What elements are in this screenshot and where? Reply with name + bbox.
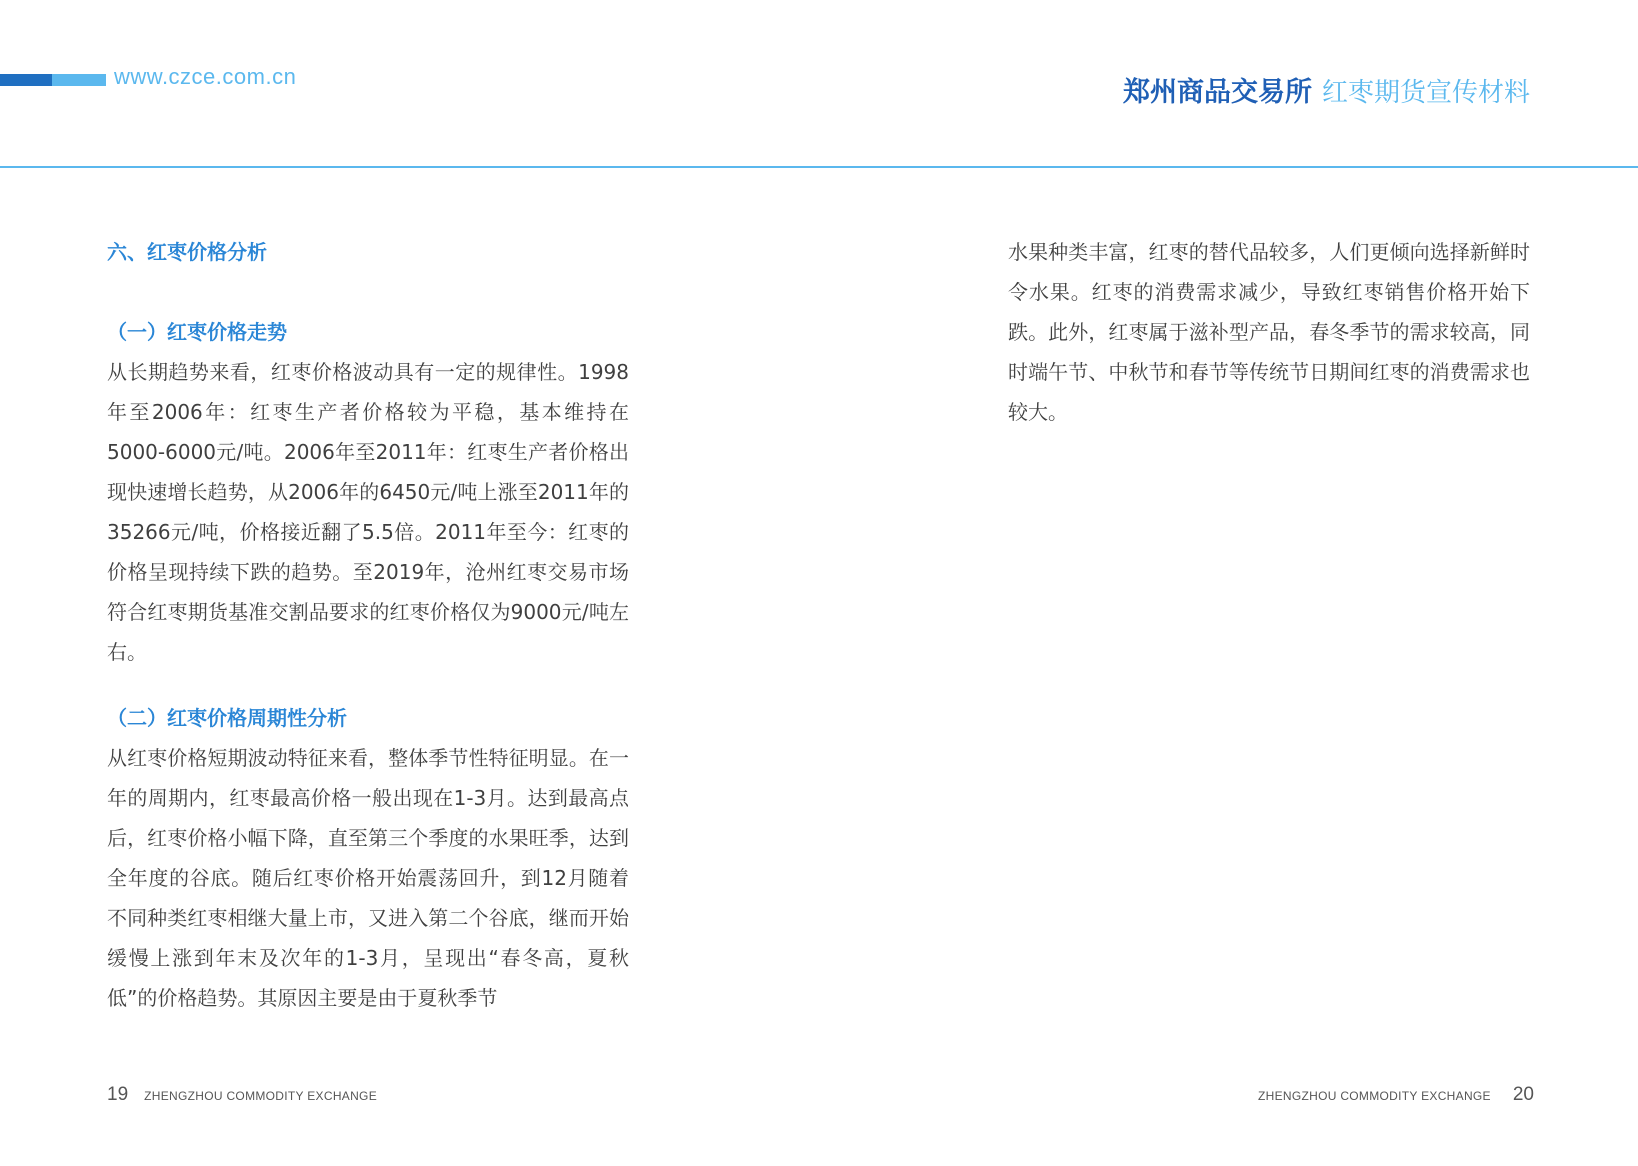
right-column [1008, 232, 1530, 432]
exchange-name: 郑州商品交易所 [1122, 77, 1312, 108]
document-subtitle: 红枣期货宣传材料 [1321, 78, 1530, 108]
footer-right [1258, 1084, 1534, 1106]
paragraph-price-trend: 从长期趋势来看，红枣价格波动具有一定的规律性。1998年至2006年：红枣生产者价格较为平稳，基本维持在5000-6000元/吨。2006年至2011年：红枣生产者价格出现快速增长趋势，从2006年的6450元/吨上涨至2011年的35266元/吨，价格接近翻了5.5倍。2011年至今：红枣的价格呈现持续下跌的趋势。至2019年，沧州红枣交易市场符合红枣期货基准交割品要求的红枣价格仅为9000元/吨左右。 [107, 360, 629, 664]
header-accent-bar-light [52, 74, 106, 86]
header-brand [1123, 70, 1530, 109]
left-column [107, 232, 629, 1018]
paragraph-continued: 水果种类丰富，红枣的替代品较多，人们更倾向选择新鲜时令水果。红枣的消费需求减少，导致红枣销售价格开始下跌。此外，红枣属于滋补型产品，春冬季节的需求较高，同时端午节、中秋节和春节等传统节日期间红枣的消费需求也较大。 [1008, 240, 1530, 424]
subsection-title-cyclical-analysis: （二）红枣价格周期性分析 [107, 706, 347, 730]
subsection-title-price-trend: （一）红枣价格走势 [107, 320, 287, 344]
footer-text-left: ZHENGZHOU COMMODITY EXCHANGE [144, 1089, 377, 1103]
page-number-right: 20 [1512, 1084, 1534, 1105]
header-divider [0, 166, 1638, 168]
paragraph-spacer [107, 672, 629, 698]
footer-left [107, 1084, 377, 1106]
page-number-left: 19 [107, 1084, 129, 1105]
website-link[interactable]: www.czce.com.cn [114, 64, 297, 89]
section-title: 六、红枣价格分析 [107, 240, 267, 264]
header-accent-bar-dark [0, 74, 52, 86]
paragraph-cyclical-analysis: 从红枣价格短期波动特征来看，整体季节性特征明显。在一年的周期内，红枣最高价格一般出现在1-3月。达到最高点后，红枣价格小幅下降，直至第三个季度的水果旺季，达到全年度的谷底。随后红枣价格开始震荡回升，到12月随着不同种类红枣相继大量上市，又进入第二个谷底，继而开始缓慢上涨到年末及次年的1-3月，呈现出“春冬高，夏秋低”的价格趋势。其原因主要是由于夏秋季节 [107, 746, 629, 1010]
footer-text-right: ZHENGZHOU COMMODITY EXCHANGE [1258, 1089, 1491, 1103]
